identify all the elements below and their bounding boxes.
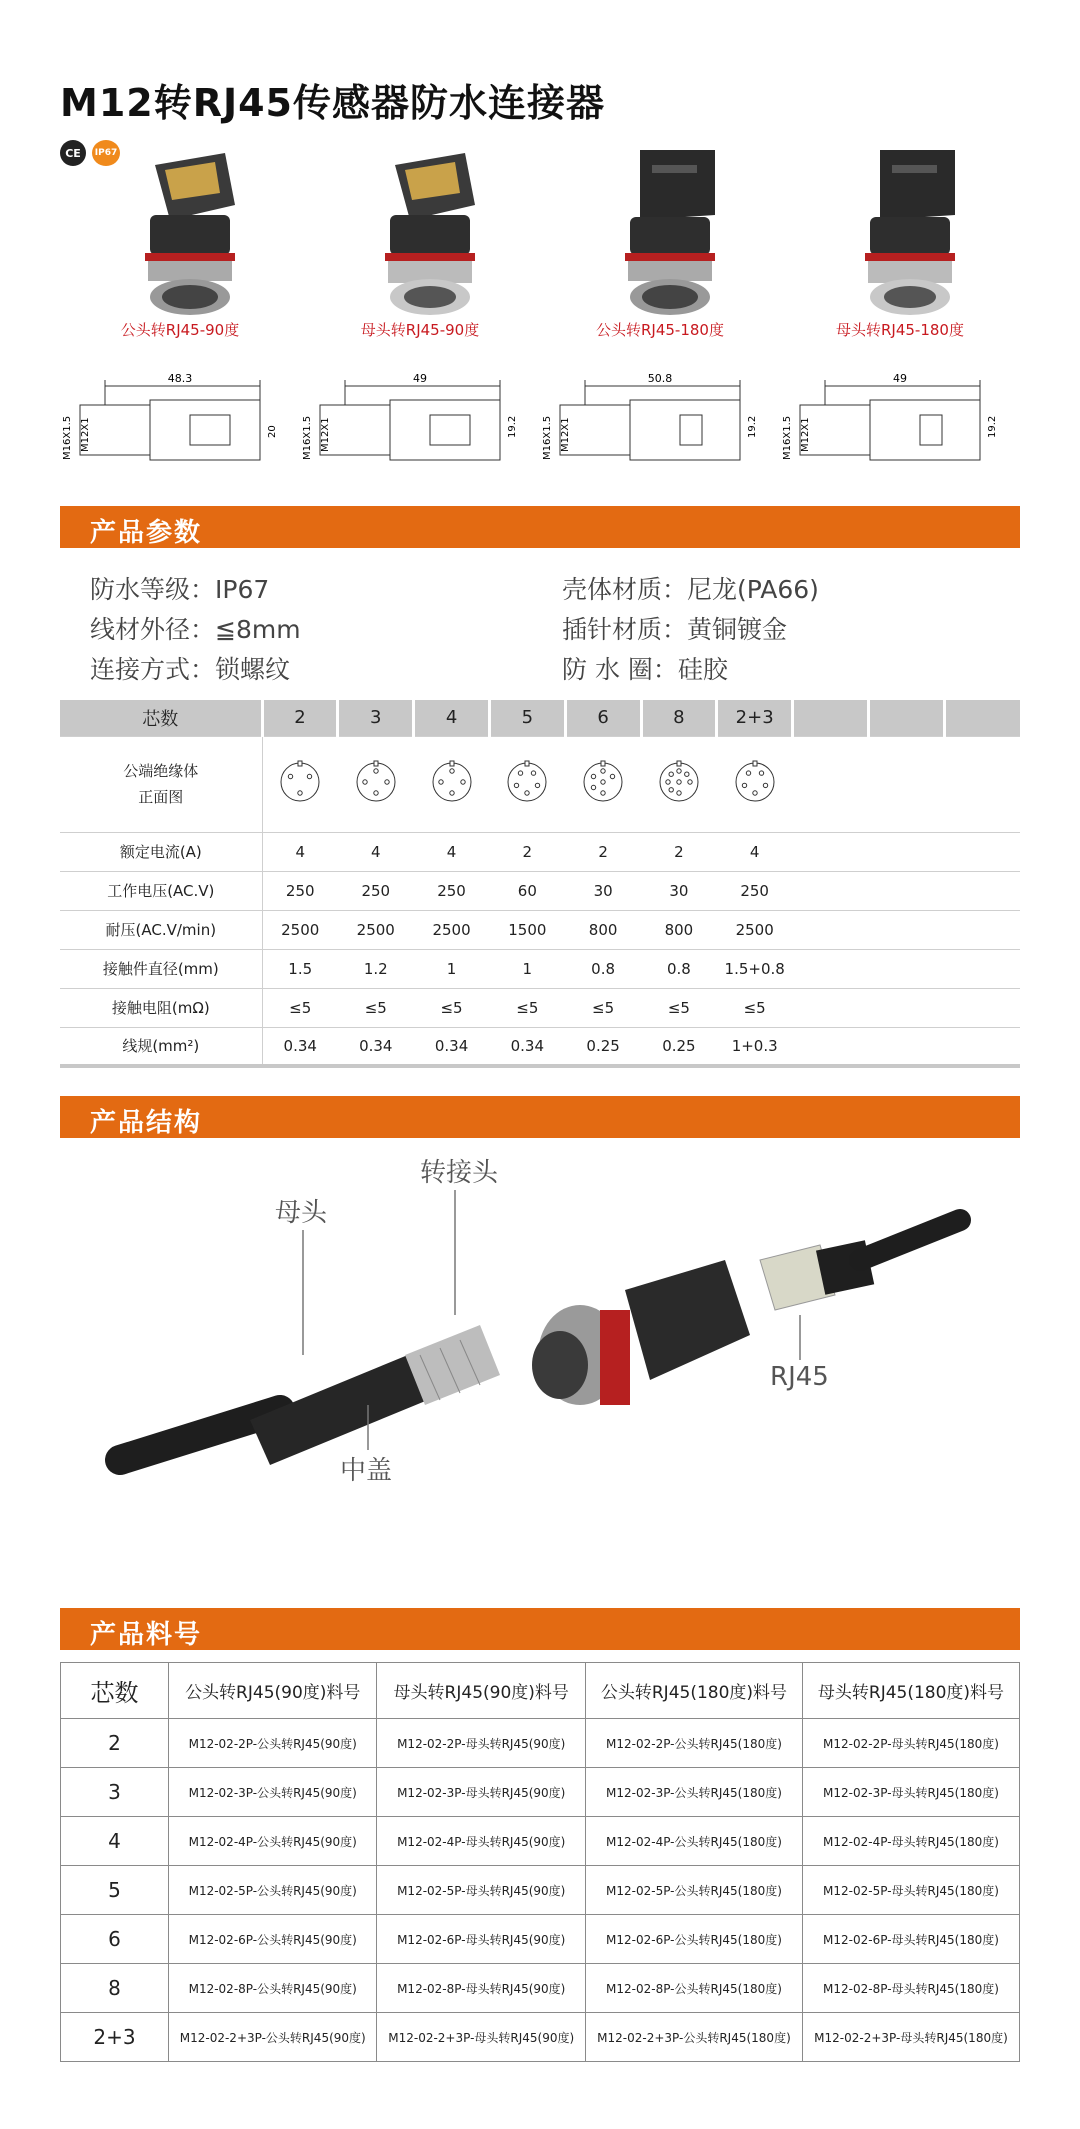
dim-drawing-3	[542, 372, 758, 460]
pin-dot	[591, 785, 595, 789]
param-row	[90, 610, 990, 646]
pn-part-number: M12-02-2+3P-母头转RJ45(180度)	[802, 2013, 1019, 2062]
pn-part-number: M12-02-2P-母头转RJ45(180度)	[802, 1719, 1019, 1768]
pn-part-number: M12-02-2+3P-公头转RJ45(90度)	[169, 2013, 377, 2062]
empty-cell	[793, 832, 869, 871]
empty-cell	[944, 910, 1020, 949]
pin-dot	[449, 769, 453, 773]
label-rj45: RJ45	[770, 1362, 829, 1392]
dim-thread: M16X1.5	[62, 415, 73, 460]
pn-part-number: M12-02-2P-母头转RJ45(90度)	[377, 1719, 585, 1768]
product-caption: 母头转RJ45-180度	[836, 321, 964, 339]
core-count: 6	[565, 700, 641, 736]
connector-male-90-icon	[60, 145, 300, 315]
pin-dot	[677, 780, 681, 784]
pin-label-line: 正面图	[138, 788, 184, 806]
pn-core-count: 5	[61, 1866, 169, 1915]
spec-value: 0.8	[565, 949, 641, 988]
pin-dot	[308, 774, 312, 778]
pn-part-number: M12-02-8P-公头转RJ45(90度)	[169, 1964, 377, 2013]
section-title: 产品参数	[90, 518, 203, 548]
dim-body: M12X1	[80, 417, 91, 452]
spec-value: 30	[641, 871, 717, 910]
param-right: 插针材质：黄铜镀金	[562, 615, 788, 644]
pn-part-number: M12-02-3P-母头转RJ45(90度)	[377, 1768, 585, 1817]
section-header-structure	[60, 1096, 1020, 1138]
spec-value: 1.5	[262, 949, 338, 988]
pin-dot	[438, 780, 442, 784]
spec-value: 250	[338, 871, 414, 910]
spec-value: 1500	[489, 910, 565, 949]
pin-dot	[374, 791, 378, 795]
spec-value: 1.5+0.8	[717, 949, 793, 988]
pn-part-number: M12-02-2+3P-母头转RJ45(90度)	[377, 2013, 585, 2062]
pin-layout-icon	[657, 760, 701, 804]
spec-row	[60, 949, 1020, 988]
pn-part-number: M12-02-5P-公头转RJ45(90度)	[169, 1866, 377, 1915]
pin-dot	[519, 771, 523, 775]
spec-row-label: 工作电压(AC.V)	[60, 871, 262, 910]
dim-height: 20	[267, 425, 278, 438]
pin-dot	[669, 772, 673, 776]
dim-thread: M16X1.5	[302, 415, 313, 460]
pin-dot	[752, 791, 756, 795]
spec-row	[60, 988, 1020, 1027]
empty-cell	[793, 700, 869, 736]
pin-dot	[363, 780, 367, 784]
pn-row	[61, 1915, 1020, 1964]
pin-dot	[532, 771, 536, 775]
dim-thread: M16X1.5	[782, 415, 793, 460]
empty-cell	[793, 988, 869, 1027]
spec-row	[60, 832, 1020, 871]
pn-part-number: M12-02-8P-公头转RJ45(180度)	[585, 1964, 802, 2013]
label-adapter: 转接头	[420, 1158, 499, 1188]
pn-part-number: M12-02-8P-母头转RJ45(90度)	[377, 1964, 585, 2013]
pin-dot	[591, 774, 595, 778]
pn-part-number: M12-02-3P-母头转RJ45(180度)	[802, 1768, 1019, 1817]
pn-header: 公头转RJ45(180度)料号	[585, 1663, 802, 1719]
pin-layout-icon	[430, 760, 474, 804]
section-title: 产品料号	[90, 1620, 203, 1650]
pin-dot	[460, 780, 464, 784]
product-caption: 母头转RJ45-90度	[360, 321, 480, 339]
pn-part-number: M12-02-2P-公头转RJ45(180度)	[585, 1719, 802, 1768]
label-middle-cap: 中盖	[340, 1456, 393, 1486]
connector-female-90-icon	[300, 145, 540, 315]
spec-value: ≤5	[262, 988, 338, 1027]
pin-dot	[677, 769, 681, 773]
empty-cell	[868, 949, 944, 988]
pn-core-count: 4	[61, 1817, 169, 1866]
pin-dot	[763, 783, 767, 787]
pn-part-number: M12-02-5P-母头转RJ45(180度)	[802, 1866, 1019, 1915]
empty-cell	[868, 1027, 944, 1066]
core-count: 8	[641, 700, 717, 736]
spec-value: 2	[489, 832, 565, 871]
core-count: 3	[338, 700, 414, 736]
spec-value: 0.25	[641, 1027, 717, 1066]
dim-length: 50.8	[647, 372, 673, 385]
pin-dot	[742, 783, 746, 787]
spec-value: ≤5	[489, 988, 565, 1027]
pn-part-number: M12-02-6P-公头转RJ45(90度)	[169, 1915, 377, 1964]
core-count: 2+3	[717, 700, 793, 736]
param-right: 壳体材质：尼龙(PA66)	[562, 575, 819, 604]
spec-value: 4	[717, 832, 793, 871]
empty-cell	[944, 736, 1020, 832]
spec-value: 800	[641, 910, 717, 949]
pn-part-number: M12-02-6P-母头转RJ45(90度)	[377, 1915, 585, 1964]
spec-value: 1	[414, 949, 490, 988]
pn-part-number: M12-02-8P-母头转RJ45(180度)	[802, 1964, 1019, 2013]
spec-table	[60, 700, 1020, 1068]
dim-length: 48.3	[167, 372, 193, 385]
pin-dot	[536, 783, 540, 787]
connector-male-180-icon	[540, 145, 780, 315]
param-left: 连接方式：锁螺纹	[90, 655, 291, 684]
empty-cell	[944, 988, 1020, 1027]
pin-dot	[601, 780, 605, 784]
empty-cell	[793, 949, 869, 988]
connector-female-180-icon	[780, 145, 1020, 315]
pin-diagram-cell	[414, 736, 490, 832]
spec-value: 0.34	[414, 1027, 490, 1066]
pn-header: 芯数	[61, 1663, 169, 1719]
spec-value: ≤5	[414, 988, 490, 1027]
pin-diagram-cell	[262, 736, 338, 832]
spec-value: 250	[414, 871, 490, 910]
product-caption: 公头转RJ45-180度	[596, 321, 724, 339]
spec-value: 2500	[262, 910, 338, 949]
spec-value: 250	[262, 871, 338, 910]
dim-length: 49	[413, 372, 427, 385]
param-row	[90, 570, 990, 606]
pin-dot	[677, 791, 681, 795]
spec-row-label: 接触件直径(mm)	[60, 949, 262, 988]
empty-cell	[868, 988, 944, 1027]
pin-label-line: 公端绝缘体	[123, 762, 199, 780]
spec-value: 250	[717, 871, 793, 910]
dim-thread: M16X1.5	[542, 415, 553, 460]
pn-part-number: M12-02-5P-母头转RJ45(90度)	[377, 1866, 585, 1915]
pn-core-count: 3	[61, 1768, 169, 1817]
pn-core-count: 8	[61, 1964, 169, 2013]
empty-cell	[793, 910, 869, 949]
pin-layout-icon	[354, 760, 398, 804]
pn-part-number: M12-02-6P-公头转RJ45(180度)	[585, 1915, 802, 1964]
spec-value: 2500	[414, 910, 490, 949]
spec-value: 0.34	[489, 1027, 565, 1066]
pn-part-number: M12-02-4P-母头转RJ45(180度)	[802, 1817, 1019, 1866]
pn-header: 母头转RJ45(90度)料号	[377, 1663, 585, 1719]
exploded-connector-icon	[60, 1150, 1020, 1530]
pn-header: 公头转RJ45(90度)料号	[169, 1663, 377, 1719]
dim-height: 19.2	[987, 415, 998, 438]
dim-height: 19.2	[747, 415, 758, 438]
core-count: 4	[414, 700, 490, 736]
pin-diagram-cell	[489, 736, 565, 832]
spec-header-label: 芯数	[60, 700, 262, 736]
pin-dot	[684, 772, 688, 776]
pin-diagram-cell	[717, 736, 793, 832]
empty-cell	[793, 871, 869, 910]
spec-value: 1	[489, 949, 565, 988]
ip67-badge-icon: IP67	[92, 140, 120, 166]
product-male-90	[60, 145, 300, 340]
spec-value: 1+0.3	[717, 1027, 793, 1066]
empty-cell	[944, 832, 1020, 871]
pn-row	[61, 1768, 1020, 1817]
spec-row-label: 额定电流(A)	[60, 832, 262, 871]
empty-cell	[868, 700, 944, 736]
dim-drawing-4	[782, 372, 998, 460]
pn-part-number: M12-02-4P-公头转RJ45(90度)	[169, 1817, 377, 1866]
pn-part-number: M12-02-3P-公头转RJ45(180度)	[585, 1768, 802, 1817]
spec-value: ≤5	[565, 988, 641, 1027]
pn-part-number: M12-02-4P-公头转RJ45(180度)	[585, 1817, 802, 1866]
empty-cell	[868, 871, 944, 910]
pin-dot	[298, 791, 302, 795]
spec-row	[60, 910, 1020, 949]
pin-dot	[669, 788, 673, 792]
pin-layout-icon	[505, 760, 549, 804]
spec-value: 1.2	[338, 949, 414, 988]
pin-dot	[515, 783, 519, 787]
pn-header: 母头转RJ45(180度)料号	[802, 1663, 1019, 1719]
spec-value: 4	[338, 832, 414, 871]
spec-row-label: 线规(mm²)	[60, 1027, 262, 1066]
pn-header-row	[61, 1663, 1020, 1719]
pn-part-number: M12-02-2+3P-公头转RJ45(180度)	[585, 2013, 802, 2062]
spec-value: ≤5	[717, 988, 793, 1027]
spec-value: 2500	[338, 910, 414, 949]
pin-dot	[746, 771, 750, 775]
pn-row	[61, 1964, 1020, 2013]
pn-part-number: M12-02-4P-母头转RJ45(90度)	[377, 1817, 585, 1866]
pin-dot	[759, 771, 763, 775]
empty-cell	[793, 736, 869, 832]
pin-diagram-cell	[565, 736, 641, 832]
spec-value: 4	[262, 832, 338, 871]
section-title: 产品结构	[90, 1108, 203, 1138]
pn-part-number: M12-02-6P-母头转RJ45(180度)	[802, 1915, 1019, 1964]
pn-core-count: 2+3	[61, 2013, 169, 2062]
empty-cell	[944, 949, 1020, 988]
spec-row-label: 耐压(AC.V/min)	[60, 910, 262, 949]
pin-diagram-cell	[338, 736, 414, 832]
spec-value: 0.34	[262, 1027, 338, 1066]
pin-diagram-cell	[641, 736, 717, 832]
spec-value: 60	[489, 871, 565, 910]
pn-part-number: M12-02-5P-公头转RJ45(180度)	[585, 1866, 802, 1915]
pin-layout-icon	[581, 760, 625, 804]
pin-dot	[289, 774, 293, 778]
spec-value: 30	[565, 871, 641, 910]
spec-row-label: 接触电阻(mΩ)	[60, 988, 262, 1027]
param-left: 线材外径：≦8mm	[90, 615, 301, 644]
dim-body: M12X1	[800, 417, 811, 452]
core-count: 2	[262, 700, 338, 736]
structure-diagram	[60, 1150, 1020, 1530]
spec-value: 0.34	[338, 1027, 414, 1066]
product-caption: 公头转RJ45-90度	[120, 321, 240, 339]
pin-dot	[601, 791, 605, 795]
product-female-180	[780, 145, 1020, 340]
empty-cell	[868, 910, 944, 949]
spec-value: 4	[414, 832, 490, 871]
spec-value: 0.25	[565, 1027, 641, 1066]
spec-value: ≤5	[641, 988, 717, 1027]
pin-layout-icon	[733, 760, 777, 804]
product-female-90	[300, 145, 540, 340]
spec-value: ≤5	[338, 988, 414, 1027]
empty-cell	[944, 871, 1020, 910]
part-number-table	[60, 1662, 1020, 2062]
dim-drawing-1	[62, 372, 278, 460]
dim-height: 19.2	[507, 415, 518, 438]
page-title: M12转RJ45传感器防水连接器	[60, 81, 605, 125]
param-left: 防水等级：IP67	[90, 575, 270, 604]
pin-dot	[601, 769, 605, 773]
dim-drawing-2	[302, 372, 518, 460]
pn-core-count: 2	[61, 1719, 169, 1768]
product-male-180	[540, 145, 780, 340]
pn-row	[61, 1866, 1020, 1915]
empty-cell	[944, 1027, 1020, 1066]
spec-value: 0.8	[641, 949, 717, 988]
pin-dot	[374, 769, 378, 773]
empty-cell	[793, 1027, 869, 1066]
pn-row	[61, 2013, 1020, 2062]
spec-header-row	[60, 700, 1020, 736]
spec-value: 2	[565, 832, 641, 871]
dim-length: 49	[893, 372, 907, 385]
pin-diagram-label	[60, 736, 262, 832]
pin-dot	[688, 780, 692, 784]
dim-body: M12X1	[320, 417, 331, 452]
spec-value: 800	[565, 910, 641, 949]
pn-part-number: M12-02-3P-公头转RJ45(90度)	[169, 1768, 377, 1817]
param-row	[90, 650, 990, 686]
label-female-head: 母头	[275, 1198, 328, 1228]
product-gallery	[60, 145, 1020, 340]
dimension-drawings	[60, 370, 1020, 480]
spec-value: 2500	[717, 910, 793, 949]
empty-cell	[868, 832, 944, 871]
pin-dot	[666, 780, 670, 784]
spec-row	[60, 1027, 1020, 1066]
core-count: 5	[489, 700, 565, 736]
spec-value: 2	[641, 832, 717, 871]
pn-core-count: 6	[61, 1915, 169, 1964]
pin-dot	[525, 791, 529, 795]
pin-dot	[610, 774, 614, 778]
section-header-part-numbers	[60, 1608, 1020, 1650]
dim-body: M12X1	[560, 417, 571, 452]
pin-diagram-row	[60, 736, 1020, 832]
ce-mark-icon: CE	[60, 140, 86, 166]
param-right: 防 水 圈：硅胶	[562, 655, 728, 684]
pin-dot	[449, 791, 453, 795]
pn-row	[61, 1719, 1020, 1768]
empty-cell	[868, 736, 944, 832]
spec-row	[60, 871, 1020, 910]
empty-cell	[944, 700, 1020, 736]
pin-dot	[385, 780, 389, 784]
pn-part-number: M12-02-2P-公头转RJ45(90度)	[169, 1719, 377, 1768]
pn-row	[61, 1817, 1020, 1866]
pin-layout-icon	[278, 760, 322, 804]
section-header-params	[60, 506, 1020, 548]
